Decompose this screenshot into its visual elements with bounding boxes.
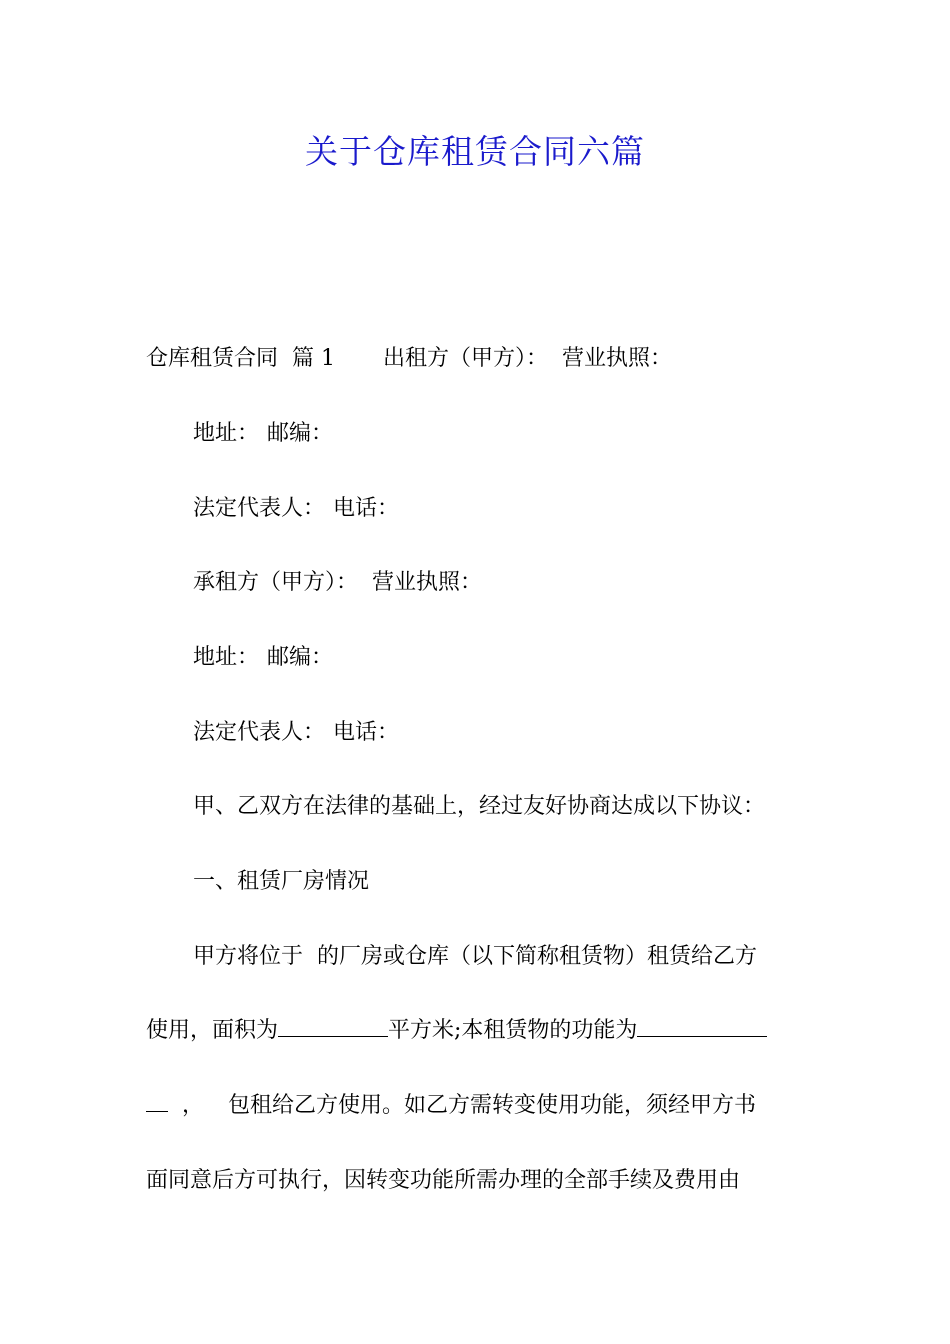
lessor-postcode-label: 邮编： [267,421,334,446]
body-line-1 [193,941,757,973]
lessor-rep-line [193,493,399,525]
function-blank-continued [146,1091,168,1112]
lessor-address-label: 地址： [193,421,260,446]
function-blank [637,1016,767,1037]
agreement-intro: 甲、乙双方在法律的基础上，经过友好协商达成以下协议： [193,794,766,819]
document-title: 关于仓库租赁合同六篇 [305,132,645,171]
lessee-address-label: 地址： [193,645,260,670]
lessee-line [193,567,482,599]
body-line-1b: 的厂房或仓库（以下简称租赁物）租赁给乙方 [317,944,758,969]
body-line-2b: 平方米;本租赁物的功能为 [388,1018,638,1043]
section-one-heading: 一、租赁厂房情况 [193,869,370,894]
body-line-1a: 甲方将位于 [193,944,304,969]
lessor-label: 出租方（甲方）： [383,346,549,371]
body-line-3 [146,1090,756,1122]
lessor-license-label: 营业执照： [562,346,673,371]
area-blank [278,1016,388,1037]
lessee-postcode-label: 邮编： [267,645,334,670]
lessor-address-line [193,418,333,450]
lessee-phone-label: 电话： [333,720,400,745]
section-label: 仓库租赁合同 [146,346,279,371]
heading-line [146,343,672,375]
part-label: 篇 1 [292,346,336,371]
lessee-rep-line [193,717,399,749]
body-line-4: 面同意后方可执行，因转变功能所需办理的全部手续及费用由 [146,1168,741,1193]
body-line-3b: 包租给乙方使用。如乙方需转变使用功能，须经甲方书 [228,1093,757,1118]
body-line-3a: ， [182,1093,205,1118]
lessee-party-label: 承租方（甲方）： [193,570,359,595]
lessor-rep-label: 法定代表人： [193,496,326,521]
lessee-address-line [193,642,333,674]
body-line-2a: 使用，面积为 [146,1018,279,1043]
lessee-license-label: 营业执照： [372,570,483,595]
lessee-rep-label: 法定代表人： [193,720,326,745]
lessor-phone-label: 电话： [333,496,400,521]
body-line-2 [146,1015,767,1047]
